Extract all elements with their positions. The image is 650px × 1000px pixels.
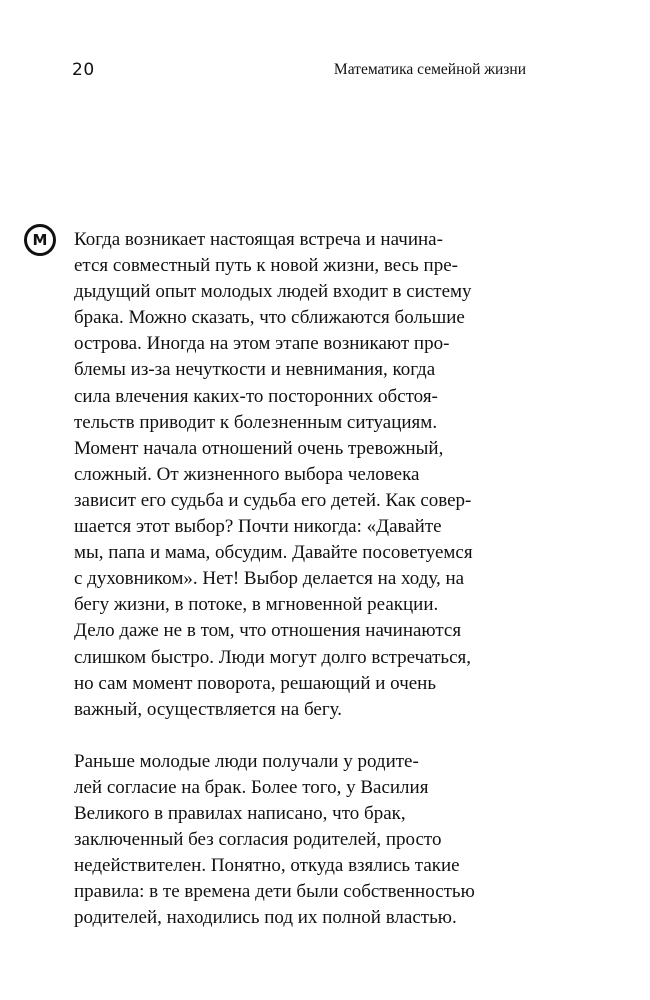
text-line: слишком быстро. Люди могут долго встречаться, bbox=[74, 646, 472, 668]
text-line: шается этот выбор? Почти никогда: «Давайте bbox=[74, 516, 442, 538]
paragraph-2 bbox=[74, 749, 544, 932]
text-line: родителей, находились под их полной властью. bbox=[74, 907, 457, 929]
text-line: Момент начала отношений очень тревожный, bbox=[74, 437, 444, 459]
paragraph-gap bbox=[74, 723, 544, 749]
text-line: сложный. От жизненного выбора человека bbox=[74, 463, 420, 485]
text-line: правила: в те времена дети были собственностью bbox=[74, 881, 475, 903]
text-line: ется совместный путь к новой жизни, весь пре- bbox=[74, 255, 458, 277]
text-line: Раньше молодые люди получали у родите- bbox=[74, 750, 419, 772]
text-line: блемы из-за нечуткости и невнимания, когда bbox=[74, 359, 436, 381]
text-line: заключенный без согласия родителей, просто bbox=[74, 829, 442, 851]
section-marker-icon bbox=[24, 224, 56, 256]
text-line: острова. Иногда на этом этапе возникают про- bbox=[74, 333, 450, 355]
text-line: зависит его судьба и судьба его детей. Как совер- bbox=[74, 489, 472, 511]
text-line: сила влечения каких-то посторонних обстоя- bbox=[74, 385, 438, 407]
text-line: мы, папа и мама, обсудим. Давайте посоветуемся bbox=[74, 542, 473, 564]
paragraph-1 bbox=[74, 227, 544, 723]
text-line: Когда возникает настоящая встреча и начина- bbox=[74, 229, 443, 250]
text-line: недействителен. Понятно, откуда взялись такие bbox=[74, 855, 460, 877]
text-line: с духовником». Нет! Выбор делается на ходу, на bbox=[74, 568, 465, 590]
section-marker-letter: М bbox=[32, 230, 48, 249]
text-line: тельств приводит к болезненным ситуациям. bbox=[74, 411, 438, 433]
text-line: важный, осуществляется на бегу. bbox=[74, 698, 342, 720]
text-line: брака. Можно сказать, что сближаются большие bbox=[74, 307, 465, 329]
body-text bbox=[74, 227, 544, 931]
text-line: Дело даже не в том, что отношения начинаются bbox=[74, 620, 462, 642]
text-line: но сам момент поворота, решающий и очень bbox=[74, 672, 437, 694]
text-line: Великого в правилах написано, что брак, bbox=[74, 802, 406, 824]
text-line: лей согласие на брак. Более того, у Василия bbox=[74, 776, 429, 798]
text-line: бегу жизни, в потоке, в мгновенной реакции. bbox=[74, 594, 439, 616]
running-title: Математика семейной жизни bbox=[333, 61, 526, 78]
text-line: дыдущий опыт молодых людей входит в систему bbox=[74, 281, 472, 303]
page-number: 20 bbox=[72, 60, 95, 80]
